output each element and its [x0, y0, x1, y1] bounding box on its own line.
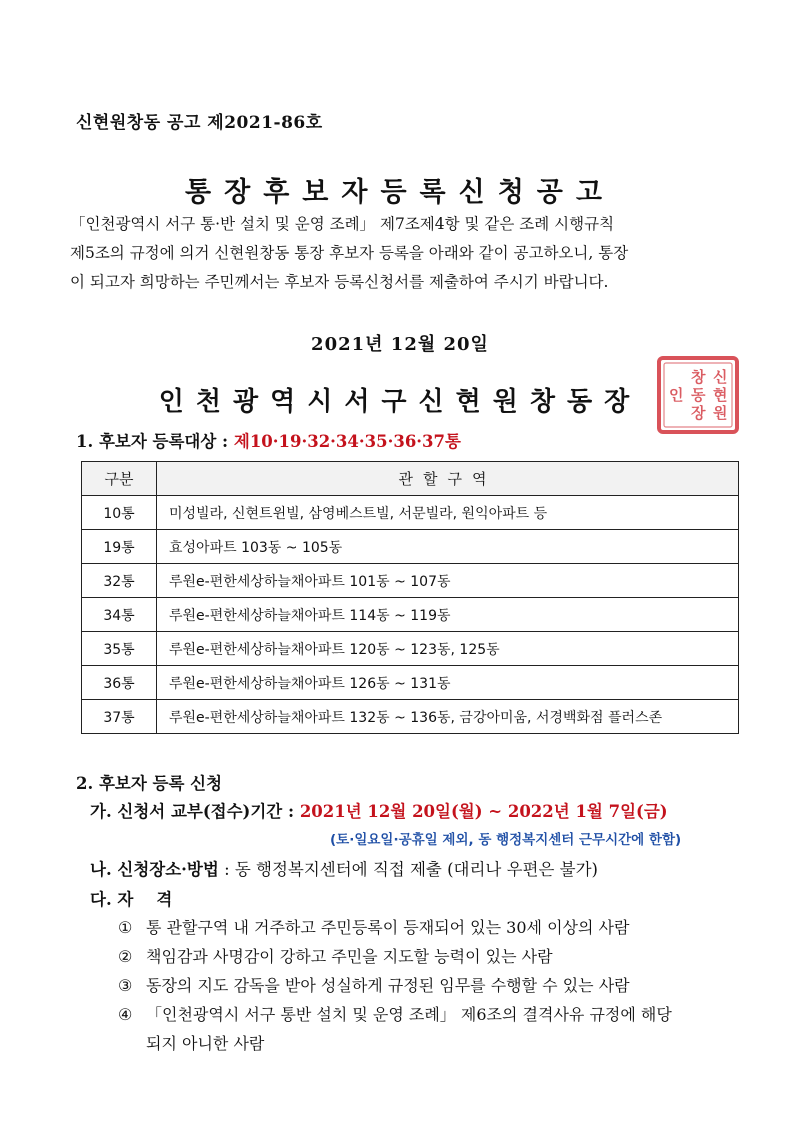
tong-cell: 34통	[82, 598, 157, 632]
intro-line-1: 「인천광역시 서구 통·반 설치 및 운영 조례」 제7조제4항 및 같은 조례 시행규칙	[70, 215, 615, 233]
area-cell: 효성아파트 103동 ~ 105동	[157, 530, 739, 564]
application-method-text: : 동 행정복지센터에 직접 제출 (대리나 우편은 불가)	[224, 860, 598, 879]
area-cell: 루원e-편한세상하늘채아파트 120동 ~ 123동, 125동	[157, 632, 739, 666]
svg-text:동: 동	[691, 386, 706, 404]
tong-cell: 10통	[82, 496, 157, 530]
qualification-item	[118, 973, 630, 996]
qualification-item	[118, 1002, 672, 1025]
section2-heading: 2. 후보자 등록 신청	[76, 774, 223, 793]
svg-text:장: 장	[691, 404, 706, 422]
section1-targets: 제10·19·32·34·35·36·37통	[233, 432, 461, 451]
svg-text:인: 인	[669, 386, 684, 404]
table-header-row	[82, 462, 739, 496]
table-row	[82, 530, 739, 564]
table-header-area: 관할구역	[157, 462, 739, 496]
area-cell: 루원e-편한세상하늘채아파트 101동 ~ 107동	[157, 564, 739, 598]
qualification-text: 동장의 지도 감독을 받아 성실하게 규정된 임무를 수행할 수 있는 사람	[146, 976, 630, 995]
application-method	[90, 856, 598, 880]
qualification-text: 통 관할구역 내 거주하고 주민등록이 등재되어 있는 30세 이상의 사람	[146, 918, 630, 937]
official-seal-stamp	[655, 354, 741, 436]
intro-paragraph	[70, 210, 738, 297]
tong-cell: 36통	[82, 666, 157, 700]
section1-label: 1. 후보자 등록대상 :	[76, 432, 229, 451]
issuer-name: 인천광역시서구신현원창동장	[158, 387, 642, 417]
application-period	[90, 798, 668, 822]
notice-number: 신현원창동 공고 제2021-86호	[76, 113, 323, 133]
qualification-text: 책임감과 사명감이 강하고 주민을 지도할 능력이 있는 사람	[146, 947, 553, 966]
table-row	[82, 700, 739, 734]
qualification-text: 「인천광역시 서구 통반 설치 및 운영 조례」 제6조의 결격사유 규정에 해당	[146, 1005, 672, 1024]
table-row	[82, 564, 739, 598]
table-header-gubun: 구분	[82, 462, 157, 496]
tong-cell: 35통	[82, 632, 157, 666]
application-method-label: 나. 신청장소·방법	[90, 860, 219, 879]
area-cell: 미성빌라, 신현트윈빌, 삼영베스트빌, 서문빌라, 원익아파트 등	[157, 496, 739, 530]
area-cell: 루원e-편한세상하늘채아파트 114동 ~ 119동	[157, 598, 739, 632]
svg-text:창: 창	[691, 368, 706, 386]
qualification-item	[118, 915, 629, 938]
page-title: 통장후보자등록신청공고	[185, 177, 615, 208]
area-cell: 루원e-편한세상하늘채아파트 126동 ~ 131동	[157, 666, 739, 700]
application-period-note: (토·일요일·공휴일 제외, 동 행정복지센터 근무시간에 한함)	[330, 832, 682, 848]
table-row	[82, 598, 739, 632]
qualification-item	[118, 944, 553, 967]
qualification-number: ②	[118, 947, 133, 966]
qualification-number: ④	[118, 1005, 133, 1024]
qualification-number: ①	[118, 918, 133, 937]
tong-cell: 37통	[82, 700, 157, 734]
qualification-number: ③	[118, 976, 133, 995]
intro-line-2: 제5조의 규정에 의거 신현원창동 통장 후보자 등록을 아래와 같이 공고하오니, 통장	[70, 244, 629, 262]
notice-date: 2021년 12월 20일	[311, 334, 489, 355]
qualifications-heading: 다. 자 격	[90, 890, 173, 909]
application-period-dates: 2021년 12월 20일(월) ~ 2022년 1월 7일(금)	[299, 802, 668, 821]
table-row	[82, 666, 739, 700]
jurisdiction-table	[81, 461, 739, 734]
svg-text:신: 신	[713, 368, 728, 386]
tong-cell: 19통	[82, 530, 157, 564]
area-cell: 루원e-편한세상하늘채아파트 132동 ~ 136동, 금강아미움, 서경백화점 플러스존	[157, 700, 739, 734]
tong-cell: 32통	[82, 564, 157, 598]
svg-text:원: 원	[713, 404, 728, 422]
svg-text:현: 현	[713, 386, 728, 404]
section1-heading	[76, 428, 461, 452]
intro-line-3: 이 되고자 희망하는 주민께서는 후보자 등록신청서를 제출하여 주시기 바랍니다.	[70, 273, 609, 291]
table-row	[82, 632, 739, 666]
qualification-continuation: 되지 아니한 사람	[146, 1034, 265, 1053]
application-period-label: 가. 신청서 교부(접수)기간 :	[90, 802, 295, 821]
table-row	[82, 496, 739, 530]
